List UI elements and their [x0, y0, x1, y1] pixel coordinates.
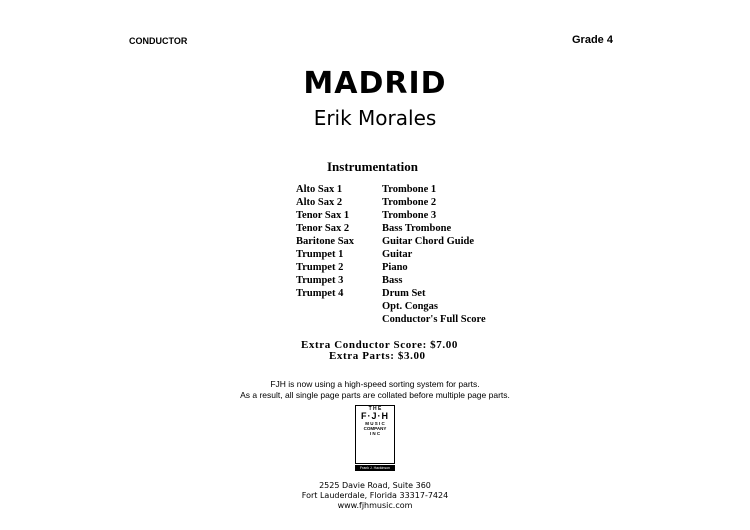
instrument-item: Trombone 2: [382, 197, 437, 208]
instrument-item: Conductor's Full Score: [382, 314, 486, 325]
instrument-item: Trombone 3: [382, 210, 437, 221]
instrument-item: Opt. Congas: [382, 301, 439, 312]
fjh-logo: [355, 405, 395, 471]
extra-parts-price: Extra Parts: $3.00: [329, 350, 426, 362]
logo-inc-text: I N C: [369, 431, 381, 436]
instrument-item: Trumpet 4: [296, 288, 344, 299]
composer-name: Erik Morales: [313, 106, 437, 130]
logo-founder-strip: Frank J. Hackinson: [355, 465, 395, 471]
instrument-item: Alto Sax 1: [296, 184, 343, 195]
instrumentation-heading: Instrumentation: [326, 159, 418, 174]
instrument-item: Trombone 1: [382, 184, 437, 195]
instrument-item: Tenor Sax 2: [296, 223, 350, 234]
instrument-list-right: [382, 183, 486, 326]
fjh-logo-text: [355, 407, 395, 436]
extra-conductor-score-price: Extra Conductor Score: $7.00: [301, 339, 458, 351]
logo-fjh-text: F·J·H: [361, 411, 389, 421]
logo-music-text: M U S I C: [365, 421, 385, 426]
instrument-item: Baritone Sax: [296, 236, 355, 247]
instrument-item: Bass Trombone: [382, 223, 452, 234]
instrument-item: Trumpet 3: [296, 275, 344, 286]
instrument-item: Tenor Sax 1: [296, 210, 350, 221]
address-street: 2525 Davie Road, Suite 360: [319, 481, 431, 490]
sorting-notice-line2: As a result, all single page parts are collated before multiple page parts.: [240, 390, 510, 400]
instrument-item: Trumpet 2: [296, 262, 344, 273]
address-city: Fort Lauderdale, Florida 33317-7424: [301, 491, 449, 500]
sorting-notice-line1: FJH is now using a high-speed sorting system for parts.: [270, 379, 480, 389]
piece-title: MADRID: [303, 66, 447, 101]
instrument-item: Trumpet 1: [296, 249, 344, 260]
instrument-item: Bass: [382, 275, 403, 286]
logo-company-text: COMPANY: [363, 426, 387, 431]
instrument-item: Guitar Chord Guide: [382, 236, 474, 247]
website-url: www.fjhmusic.com: [337, 501, 413, 510]
logo-the-text: T H E: [368, 406, 382, 412]
instrument-list-left: [296, 183, 354, 300]
instrument-item: Alto Sax 2: [296, 197, 343, 208]
header-grade-label: Grade 4: [572, 34, 613, 46]
instrument-item: Piano: [382, 262, 408, 273]
instrument-item: Guitar: [382, 249, 413, 260]
instrument-item: Drum Set: [382, 288, 426, 299]
header-conductor-label: CONDUCTOR: [129, 36, 188, 46]
